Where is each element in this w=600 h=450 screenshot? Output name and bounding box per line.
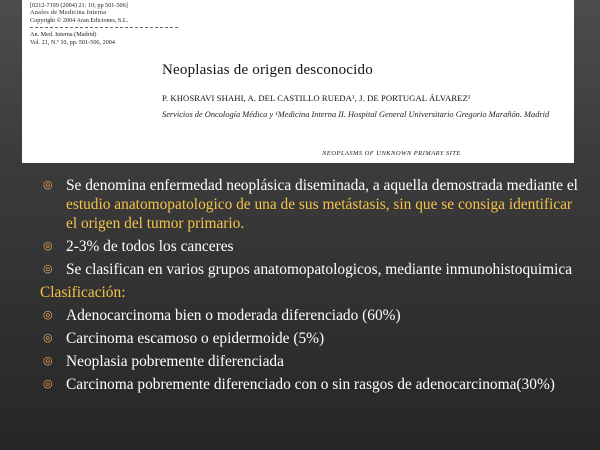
bullet-text: 2-3% de todos los canceres [66,238,234,255]
bullet-marker-icon: ◎ [43,378,53,390]
classification-item-text: Adenocarcinoma bien o moderada diferenciado (60%) [66,307,401,324]
classification-item-text: Neoplasia pobremente diferenciada [66,353,284,370]
publication-line: An. Med. Interna (Madrid) [30,31,97,39]
classification-item [40,375,585,394]
bullet-text: Se denomina enfermedad neoplásica diseminada, a aquella demostrada mediante el [66,177,578,194]
article-authors: P. KHOSRAVI SHAHI, A. DEL CASTILLO RUEDA¹, J. DE PORTUGAL ÁLVAREZ¹ [162,93,471,103]
bullet-marker-icon: ◎ [43,240,53,252]
classification-item [40,329,585,348]
classification-heading: Clasificación: [40,284,126,301]
bullet-classification-method [40,260,585,279]
publication-line: Copyright © 2004 Aran Ediciones, S.L. [30,16,129,24]
bullet-incidence [40,237,585,256]
bullet-marker-icon: ◎ [43,332,53,344]
classification-item-text: Carcinoma escamoso o epidermoide (5%) [66,330,325,347]
bullet-marker-icon: ◎ [43,179,53,191]
publication-line: Vol. 21, N.º 10, pp. 501-506, 2004 [30,38,115,46]
classification-item-text: Carcinoma pobremente diferenciado con o sin rasgos de adenocarcinoma(30%) [66,376,555,393]
classification-item [40,306,585,325]
bullet-marker-icon: ◎ [43,263,53,275]
bullet-highlight-text: estudio anatomopatologico de una de sus metástasis, sin que se consiga identificar el origen del tumor primario. [66,196,573,232]
publication-info [30,2,178,46]
classification-item [40,352,585,371]
publication-line: [0212-7199 (2004) 21: 10; pp 501-506] [30,2,128,9]
article-header-image [22,0,574,163]
slide-body [40,176,585,398]
publication-line: Anales de Medicina Interna [30,9,107,17]
article-title: Neoplasias de origen desconocido [162,62,373,78]
bullet-marker-icon: ◎ [43,309,53,321]
bullet-marker-icon: ◎ [43,355,53,367]
bullet-definition [40,176,585,233]
article-english-title: NEOPLASMS OF UNKNOWN PRIMARY SITE [322,150,461,157]
divider [30,27,178,28]
bullet-text: Se clasifican en varios grupos anatomopatologicos, mediante inmunohistoquimica [66,261,573,278]
article-affiliation: Servicios de Oncología Médica y ¹Medicina Interna II. Hospital General Universitario Gregorio Marañón. Madrid [162,110,550,119]
